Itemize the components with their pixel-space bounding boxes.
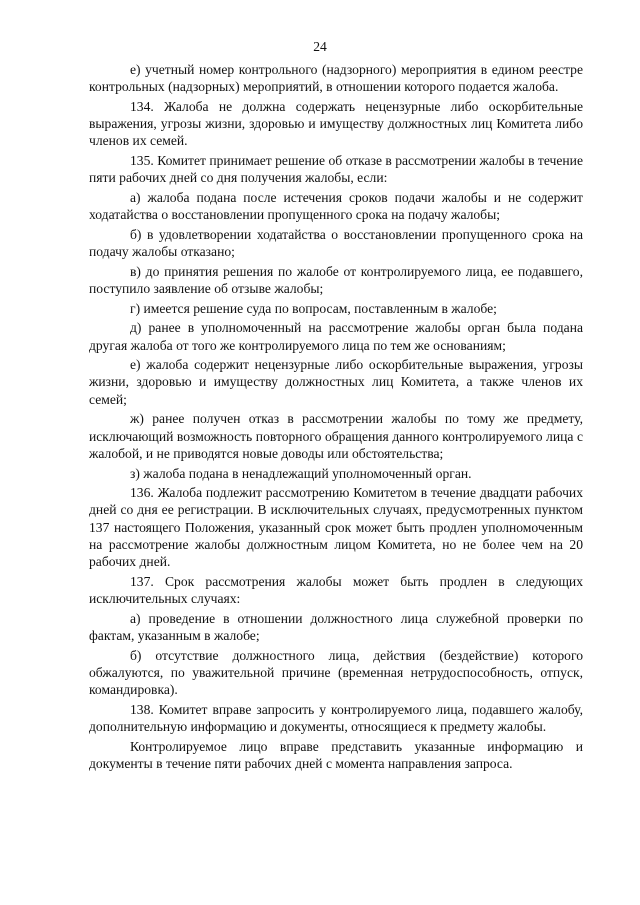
paragraph-135-zh: ж) ранее получен отказ в рассмотрении жалобы по тому же предмету, исключающий возможность повторного обращения данного контролируемого лица с жалобой, и не приводятся новые доводы или обстоятельства; — [89, 411, 583, 461]
paragraph-135-g: г) имеется решение суда по вопросам, поставленным в жалобе; — [130, 300, 497, 316]
paragraph-134: 134. Жалоба не должна содержать нецензурные либо оскорбительные выражения, угрозы жизни, здоровью и имуществу должностных лиц Комитета либо членов их семей. — [89, 98, 583, 149]
paragraph-135: 135. Комитет принимает решение об отказе в рассмотрении жалобы в течение пяти рабочих дней со дня получения жалобы, если: — [89, 153, 583, 186]
paragraph-135-z: з) жалоба подана в ненадлежащий уполномоченный орган. — [130, 465, 472, 481]
paragraph-135-e: е) жалоба содержит нецензурные либо оскорбительные выражения, угрозы жизни, здоровью и имуществу должностных лиц Комитета, а также членов их семей; — [89, 357, 583, 407]
paragraph-138-continuation: Контролируемое лицо вправе представить указанные информацию и документы в течение пяти рабочих дней с момента направления запроса. — [89, 738, 583, 772]
paragraph-135-b: б) в удовлетворении ходатайства о восстановлении пропущенного срока на подачу жалобы отказано; — [89, 226, 583, 260]
paragraph-137-a: а) проведение в отношении должностного лица служебной проверки по фактам, указанным в жалобе; — [89, 610, 583, 644]
paragraph-item-e-registry: е) учетный номер контрольного (надзорного) мероприятия в едином реестре контрольных (надзорных) мероприятий, в отношении которого подается жалоба. — [89, 62, 583, 95]
document-body — [89, 61, 583, 775]
paragraph-138: 138. Комитет вправе запросить у контролируемого лица, подавшего жалобу, дополнительную информацию и документы, относящиеся к предмету жалобы. — [89, 701, 583, 735]
paragraph-136: 136. Жалоба подлежит рассмотрению Комитетом в течение двадцати рабочих дней со дня ее регистрации. В исключительных случаях, предусмотренных пунктом 137 настоящего Положения, указанный срок может быть продлен уполномоченным на рассмотрение жалобы должностным лицом Комитета, но не более чем на 20 рабочих дней. — [89, 485, 583, 570]
paragraph-135-d: д) ранее в уполномоченный на рассмотрение жалобы орган была подана другая жалоба от того же контролируемого лица по тем же основаниям; — [89, 320, 583, 353]
paragraph-137-b: б) отсутствие должностного лица, действия (бездействие) которого обжалуются, по уважительной причине (временная нетрудоспособность, отпуск, командировка). — [89, 647, 583, 698]
paragraph-135-a: а) жалоба подана после истечения сроков подачи жалобы и не содержит ходатайства о восстановлении пропущенного срока на подачу жалобы; — [89, 189, 583, 223]
paragraph-137: 137. Срок рассмотрения жалобы может быть продлен в следующих исключительных случаях: — [89, 573, 583, 607]
page-number: 24 — [313, 39, 327, 54]
paragraph-135-v: в) до принятия решения по жалобе от контролируемого лица, ее подавшего, поступило заявление об отзыве жалобы; — [89, 263, 583, 297]
